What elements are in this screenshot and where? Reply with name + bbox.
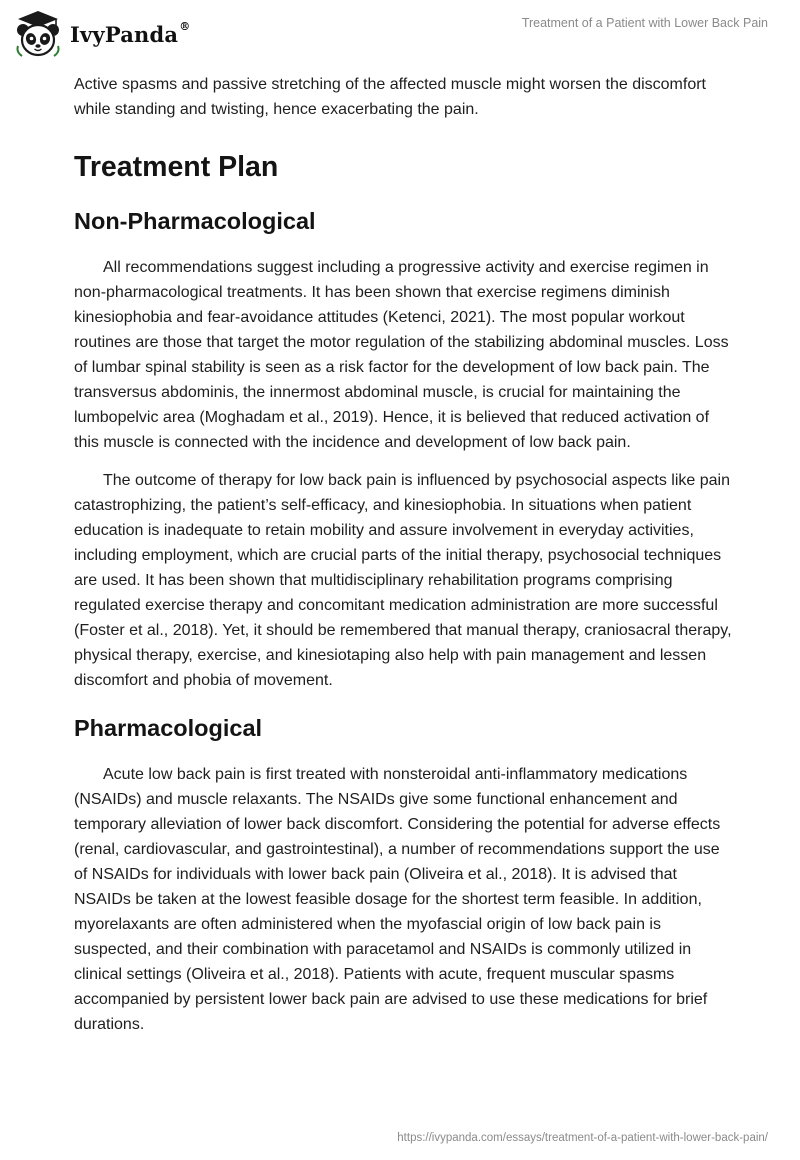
source-url[interactable]: https://ivypanda.com/essays/treatment-of-a-patient-with-lower-back-pain/	[397, 1132, 768, 1144]
pharmacological-heading: Pharmacological	[74, 715, 263, 741]
essay-body	[74, 72, 734, 1037]
document-title: Treatment of a Patient with Lower Back Pain	[521, 16, 768, 30]
non-pharm-paragraph-1: All recommendations suggest including a progressive activity and exercise regimen in non-pharmacological treatments. It has been shown that exercise regimens diminish kinesiophobia and fear-avoidance attitudes (Ketenci, 2021). The most popular workout routines are those that target the motor regulation of the stabilizing abdominal muscles. Loss of lumbar spinal stability is seen as a risk factor for the development of low back pain. The transversus abdominis, the innermost abdominal muscle, is crucial for maintaining the lumbopelvic area (Moghadam et al., 2019). Hence, it is believed that reduced activation of this muscle is connected with the incidence and development of low back pain.	[74, 259, 729, 451]
pharm-paragraph-1: Acute low back pain is first treated with nonsteroidal anti-inflammatory medications (NSAIDs) and muscle relaxants. The NSAIDs give some functional enhancement and temporary alleviation of lower back discomfort. Considering the potential for adverse effects (renal, cardiovascular, and gastrointestinal), a number of recommendations support the use of NSAIDs for individuals with lower back pain (Oliveira et al., 2018). It is advised that NSAIDs be taken at the lowest feasible dosage for the shortest term feasible. In addition, myorelaxants are often administered when the myofascial origin of low back pain is suspected, and their combination with paracetamol and NSAIDs is commonly utilized in clinical settings (Oliveira et al., 2018). Patients with acute, frequent muscular spasms accompanied by persistent lower back pain are advised to use these medications for brief durations.	[74, 766, 721, 1033]
non-pharm-paragraph-2: The outcome of therapy for low back pain is influenced by psychosocial aspects like pain catastrophizing, the patient’s self-efficacy, and kinesiophobia. In situations when patient education is inadequate to retain mobility and assure involvement in everyday activities, including employment, which are crucial parts of the initial therapy, psychosocial techniques are used. It has been shown that multidisciplinary rehabilitation programs comprising regulated exercise therapy and concomitant medication administration are more successful (Foster et al., 2018). Yet, it should be remembered that manual therapy, craniosacral therapy, physical therapy, exercise, and kinesiotaping also help with pain management and lessen discomfort and phobia of movement.	[74, 472, 732, 689]
panda-graduate-icon	[12, 8, 64, 60]
logo-wordmark	[70, 19, 191, 47]
registered-mark: ®	[179, 19, 191, 33]
ivypanda-logo[interactable]	[12, 8, 190, 60]
page-header	[0, 0, 800, 70]
treatment-plan-heading: Treatment Plan	[74, 151, 279, 183]
intro-paragraph: Active spasms and passive stretching of the affected muscle might worsen the discomfort while standing and twisting, hence exacerbating the pain.	[74, 76, 706, 118]
non-pharmacological-heading: Non-Pharmacological	[74, 208, 316, 234]
logo-text: IvyPanda	[70, 21, 179, 47]
